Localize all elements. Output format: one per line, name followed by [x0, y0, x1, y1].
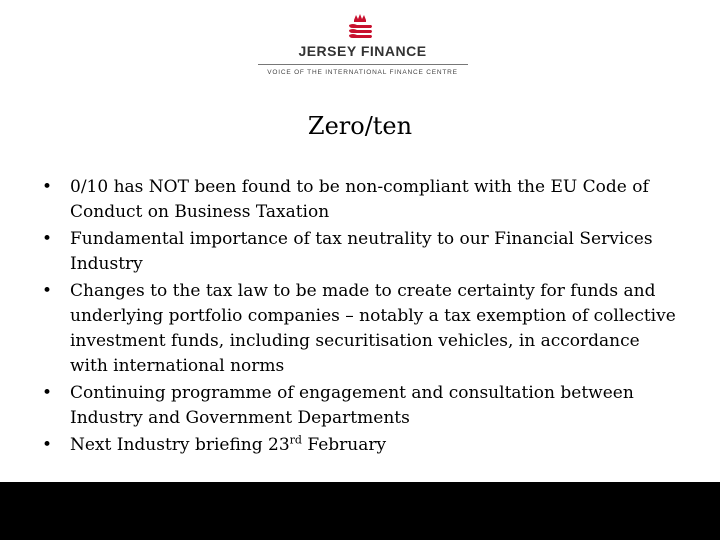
bullet-text — [70, 435, 386, 455]
slide-title: Zero/ten — [307, 112, 413, 140]
bullet-marker: • — [42, 177, 53, 197]
brand-tagline: VOICE OF THE INTERNATIONAL FINANCE CENTRE — [267, 69, 458, 76]
date-ordinal-suffix: rd — [289, 433, 302, 447]
briefing-month: February — [301, 435, 387, 455]
crest-icon — [343, 12, 377, 42]
bullet-item — [42, 175, 682, 225]
bullet-list — [42, 175, 682, 460]
bullet-item — [42, 433, 682, 458]
jersey-finance-logo — [250, 12, 470, 82]
bullet-marker: • — [42, 281, 53, 301]
bullet-text: Continuing programme of engagement and consultation between Industry and Government Departments — [70, 383, 634, 428]
bullet-marker: • — [42, 383, 53, 403]
bullet-marker: • — [42, 229, 53, 249]
bullet-item — [42, 227, 682, 277]
tagline-divider — [258, 64, 468, 65]
bullet-text: Fundamental importance of tax neutrality to our Financial Services Industry — [70, 229, 653, 274]
bullet-text: 0/10 has NOT been found to be non-compliant with the EU Code of Conduct on Business Taxation — [70, 177, 649, 222]
bullet-item — [42, 381, 682, 431]
brand-name: JERSEY FINANCE — [298, 43, 427, 59]
bullet-marker: • — [42, 435, 53, 455]
bullet-text: Changes to the tax law to be made to create certainty for funds and underlying portfolio companies – notably a tax exemption of collective investment funds, including securitisation vehicles, in accordance with international norms — [70, 281, 676, 376]
bullet-item — [42, 279, 682, 379]
briefing-text: Next Industry briefing 23 — [70, 435, 290, 455]
footer-bar — [0, 482, 720, 540]
